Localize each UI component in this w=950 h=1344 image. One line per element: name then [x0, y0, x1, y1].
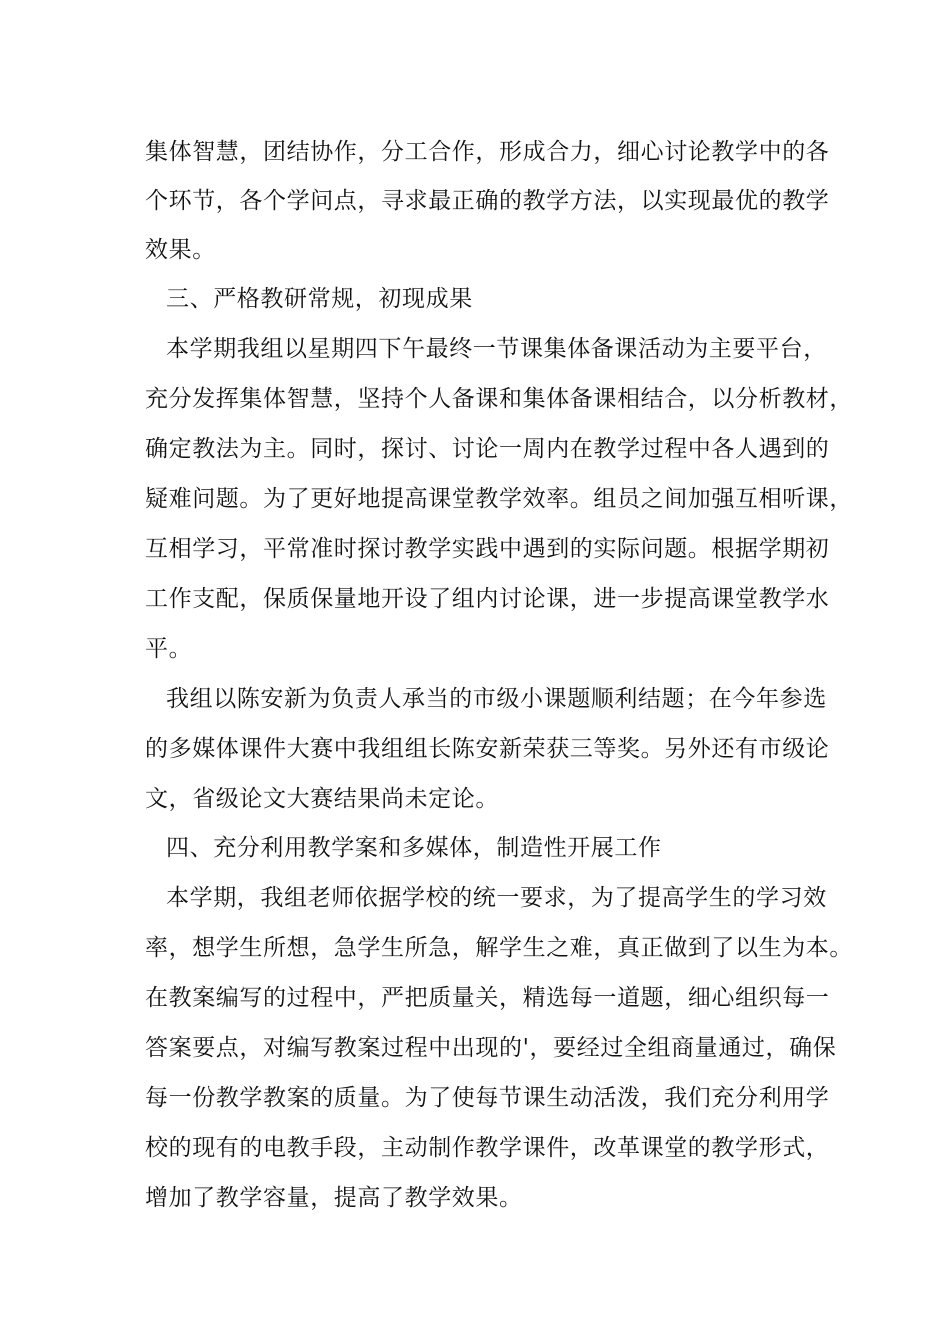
- body-text-line: 答案要点，对编写教案过程中出现的'，要经过全组商量通过，确保: [145, 1035, 837, 1061]
- body-text-line: 每一份教学教案的质量。为了使每节课生动活泼，我们充分利用学: [145, 1085, 830, 1111]
- body-text-line: 集体智慧，团结协作，分工合作，形成合力，细心讨论教学中的各: [145, 139, 830, 165]
- body-text-line: 校的现有的电教手段，主动制作教学课件，改革课堂的教学形式，: [145, 1135, 830, 1161]
- body-text-line: 的多媒体课件大赛中我组组长陈安新荣获三等奖。另外还有市级论: [145, 736, 830, 762]
- body-text-line: 效果。: [145, 237, 216, 263]
- body-text-line: 工作支配，保质保量地开设了组内讨论课，进一步提高课堂教学水: [145, 586, 830, 612]
- body-text-line: 增加了教学容量，提高了教学效果。: [145, 1185, 523, 1211]
- body-text-line: 疑难问题。为了更好地提高课堂教学效率。组员之间加强互相听课，: [145, 486, 853, 512]
- body-text-line: 互相学习，平常准时探讨教学实践中遇到的实际问题。根据学期初: [145, 536, 830, 562]
- body-text-line: 确定教法为主。同时，探讨、讨论一周内在教学过程中各人遇到的: [145, 436, 830, 462]
- body-text-line: 平。: [145, 636, 193, 662]
- section-heading-3: 三、严格教研常规，初现成果: [166, 286, 473, 312]
- body-text-line: 我组以陈安新为负责人承当的市级小课题顺利结题；在今年参选: [166, 686, 827, 712]
- body-text-line: 本学期我组以星期四下午最终一节课集体备课活动为主要平台，: [166, 336, 827, 362]
- body-text-line: 文，省级论文大赛结果尚未定论。: [145, 786, 499, 812]
- body-text-line: 本学期，我组老师依据学校的统一要求，为了提高学生的学习效: [166, 885, 827, 911]
- body-text-line: 在教案编写的过程中，严把质量关，精选每一道题，细心组织每一: [145, 985, 830, 1011]
- body-text-line: 率，想学生所想，急学生所急，解学生之难，真正做到了以生为本。: [145, 935, 853, 961]
- body-text-line: 充分发挥集体智慧，坚持个人备课和集体备课相结合，以分析教材，: [145, 386, 853, 412]
- section-heading-4: 四、充分利用教学案和多媒体，制造性开展工作: [166, 835, 662, 861]
- body-text-line: 个环节，各个学问点，寻求最正确的教学方法，以实现最优的教学: [145, 188, 830, 214]
